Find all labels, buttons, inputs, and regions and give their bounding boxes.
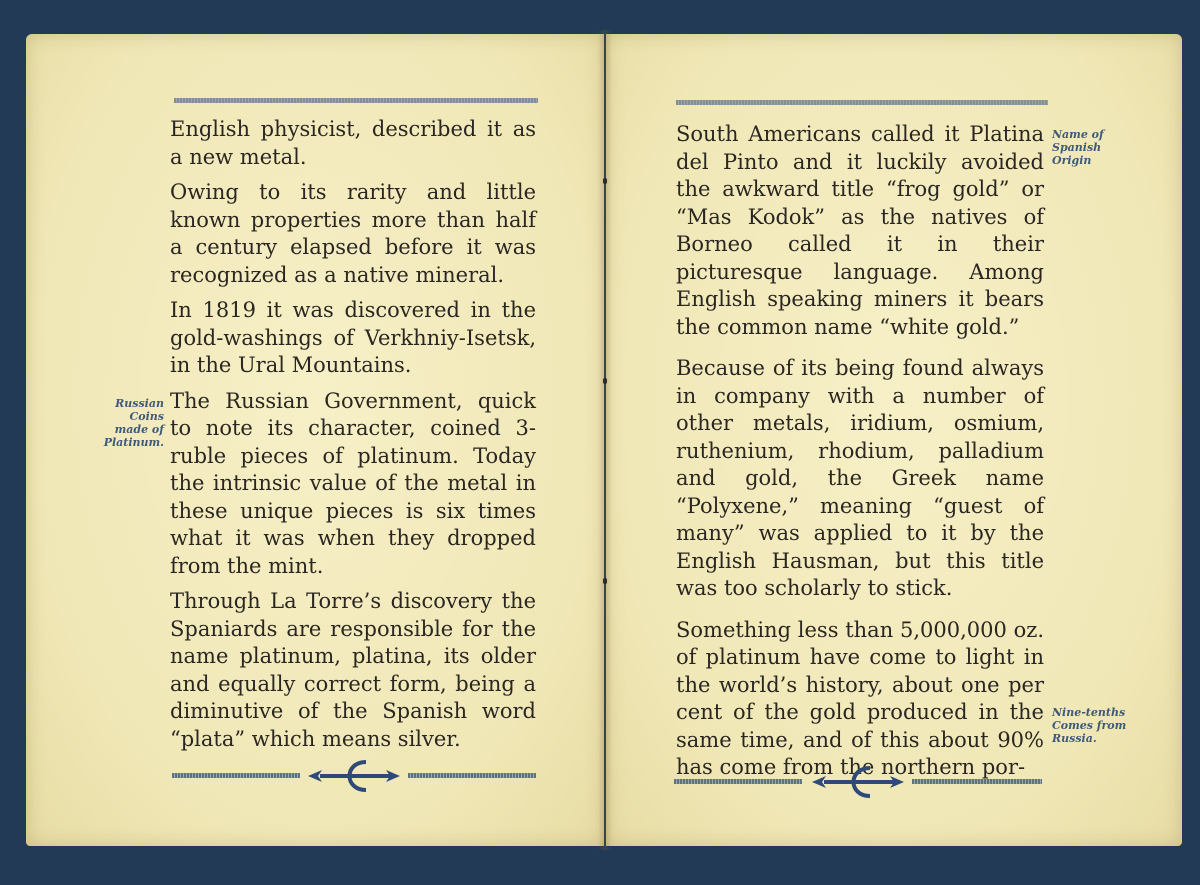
paragraph: Through La Torre’s discovery the Spaniards are responsible for the name platinum, platina, its older and equally correct form, being a diminutive of the Spanish word “plata” which means silver. <box>170 589 536 751</box>
ornament-line <box>912 779 1042 784</box>
margin-note-nine-tenths: Nine-tenths Comes from Russia. <box>1052 706 1127 745</box>
paragraph: English physicist, described it as a new metal. <box>170 117 536 169</box>
right-page <box>606 34 1182 846</box>
binding-stitch <box>603 178 607 184</box>
top-rule <box>174 98 538 103</box>
left-page <box>26 34 604 846</box>
margin-note-spanish-origin: Name of Spanish Origin <box>1052 128 1104 167</box>
trident-ornament-icon <box>304 756 404 796</box>
ornament-line <box>674 779 802 784</box>
right-page-text <box>676 121 1044 790</box>
paragraph: South Americans called it Platina del Pinto and it luckily avoided the awkward title “frog gold” or “Mas Kodok” as the natives of Borneo called it in their picturesque language. Among English speaking miners it bears the common name “white gold.” <box>676 122 1044 339</box>
margin-note-russian-coins: Russian Coins made of Platinum. <box>103 397 164 449</box>
paragraph: In 1819 it was discovered in the gold-washings of Verkhniy-Isetsk, in the Ural Mountains. <box>170 298 536 377</box>
top-rule <box>676 100 1048 105</box>
binding-stitch <box>603 378 607 384</box>
paragraph: Because of its being found always in company with a number of other metals, iridium, osmium, ruthenium, rhodium, palladium and gold, the Greek name “Polyxene,” meaning “guest of many” was applied to it by the English Hausman, but this title was too scholarly to stick. <box>676 356 1044 600</box>
page-ornament <box>170 756 538 796</box>
binding-stitch <box>603 578 607 584</box>
ornament-line <box>172 773 300 778</box>
book-gutter <box>598 30 612 850</box>
page-ornament <box>672 762 1044 802</box>
paragraph: The Russian Government, quick to note its character, coined 3-ruble pieces of platinum. Today the intrinsic value of the metal in these unique pieces is six times what it was when they dropped from the mint. <box>170 388 536 578</box>
ornament-line <box>408 773 536 778</box>
paragraph: Something less than 5,000,000 oz. of platinum have come to light in the world’s history, about one per cent of the gold produced in the same time, and of this about 90% has come from the northern por- <box>676 617 1044 779</box>
left-page-text <box>170 116 536 761</box>
paragraph: Owing to its rarity and little known properties more than half a century elapsed before it was recognized as a native mineral. <box>170 180 536 287</box>
trident-ornament-icon <box>808 762 908 802</box>
